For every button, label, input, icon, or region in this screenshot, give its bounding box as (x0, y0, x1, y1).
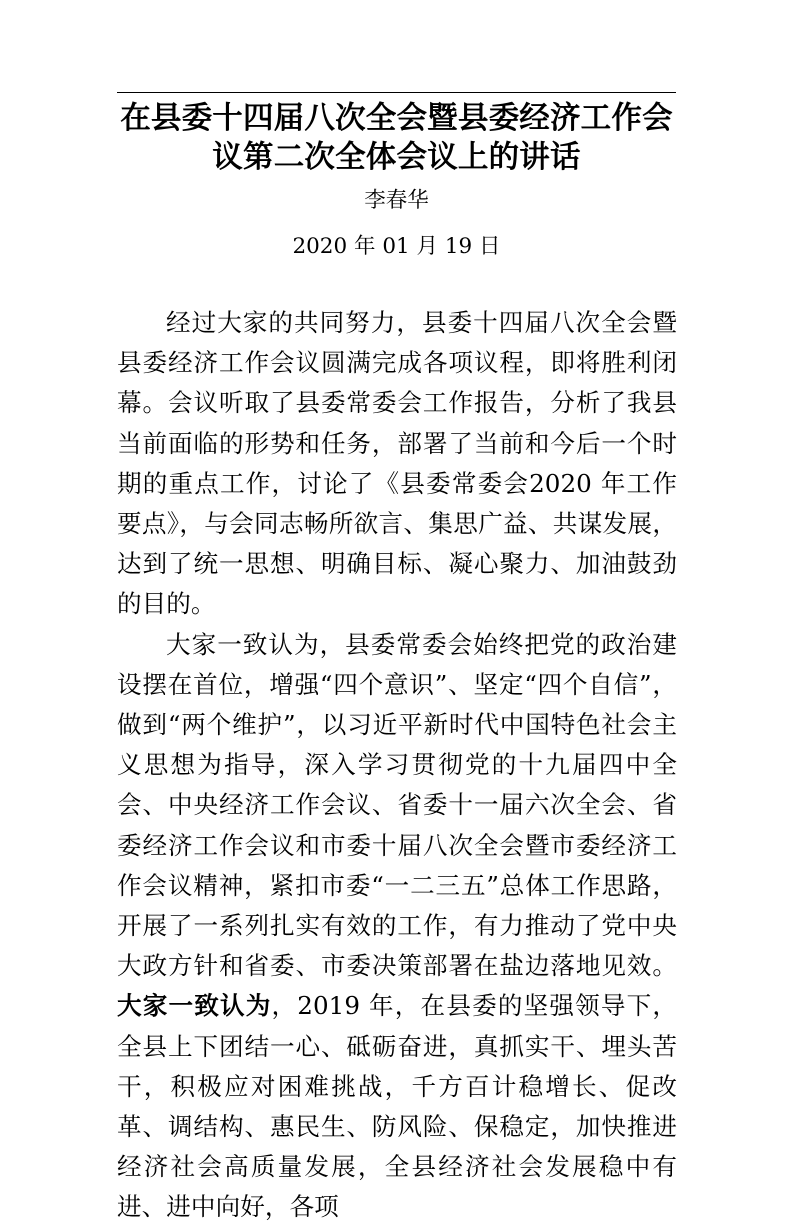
emphasized-text-run: 大家一致认为 (117, 991, 272, 1021)
page-title-line-2: 议第二次全体会议上的讲话 (212, 140, 581, 175)
header-divider-rule (117, 92, 676, 93)
text-run: 经过大家的共同努力，县委十四届八次全会暨县委经济工作会议圆满完成各项议程，即将胜利闭幕。会议听取了县委常委会工作报告，分析了我县当前面临的形势和任务，部署了当前和今后一个时期的重点工作，讨论了《县委常委会2020 年工作要点》，与会同志畅所欲言、集思广益、共谋发展，达到了统一思想、明确目标、凝心聚力、加油鼓劲的目的。 (117, 308, 677, 619)
page-title (117, 99, 676, 177)
text-run: 大家一致认为，县委常委会始终把党的政治建设摆在首位，增强“四个意识”、坚定“四个自信”，做到“两个维护”，以习近平新时代中国特色社会主义思想为指导，深入学习贯彻党的十九届四中全会、中央经济工作会议、省委十一届六次全会、省委经济工作会议和市委十届八次全会暨市委经济工作会议精神，紧扣市委“一二三五”总体工作思路，开展了一系列扎实有效的工作，有力推动了党中央大政方针和省委、市委决策部署在盐边落地见效。 (117, 629, 677, 981)
text-run: ，2019 年，在县委的坚强领导下，全县上下团结一心、砥砺奋进，真抓实干、埋头苦干，积极应对困难挑战，千方百计稳增长、促改革、调结构、惠民生、防风险、保稳定，加快推进经济社会高质量发展，全县经济社会发展稳中有进、进中向好，各项 (117, 991, 677, 1222)
document-author: 李春华 (364, 188, 429, 213)
paragraph-2 (117, 625, 677, 1228)
document-body (117, 303, 677, 1228)
document-date: 2020 年 01 月 19 日 (292, 234, 501, 259)
page-title-line-1: 在县委十四届八次全会暨县委经济工作会 (120, 101, 673, 136)
paragraph-1 (117, 303, 677, 625)
